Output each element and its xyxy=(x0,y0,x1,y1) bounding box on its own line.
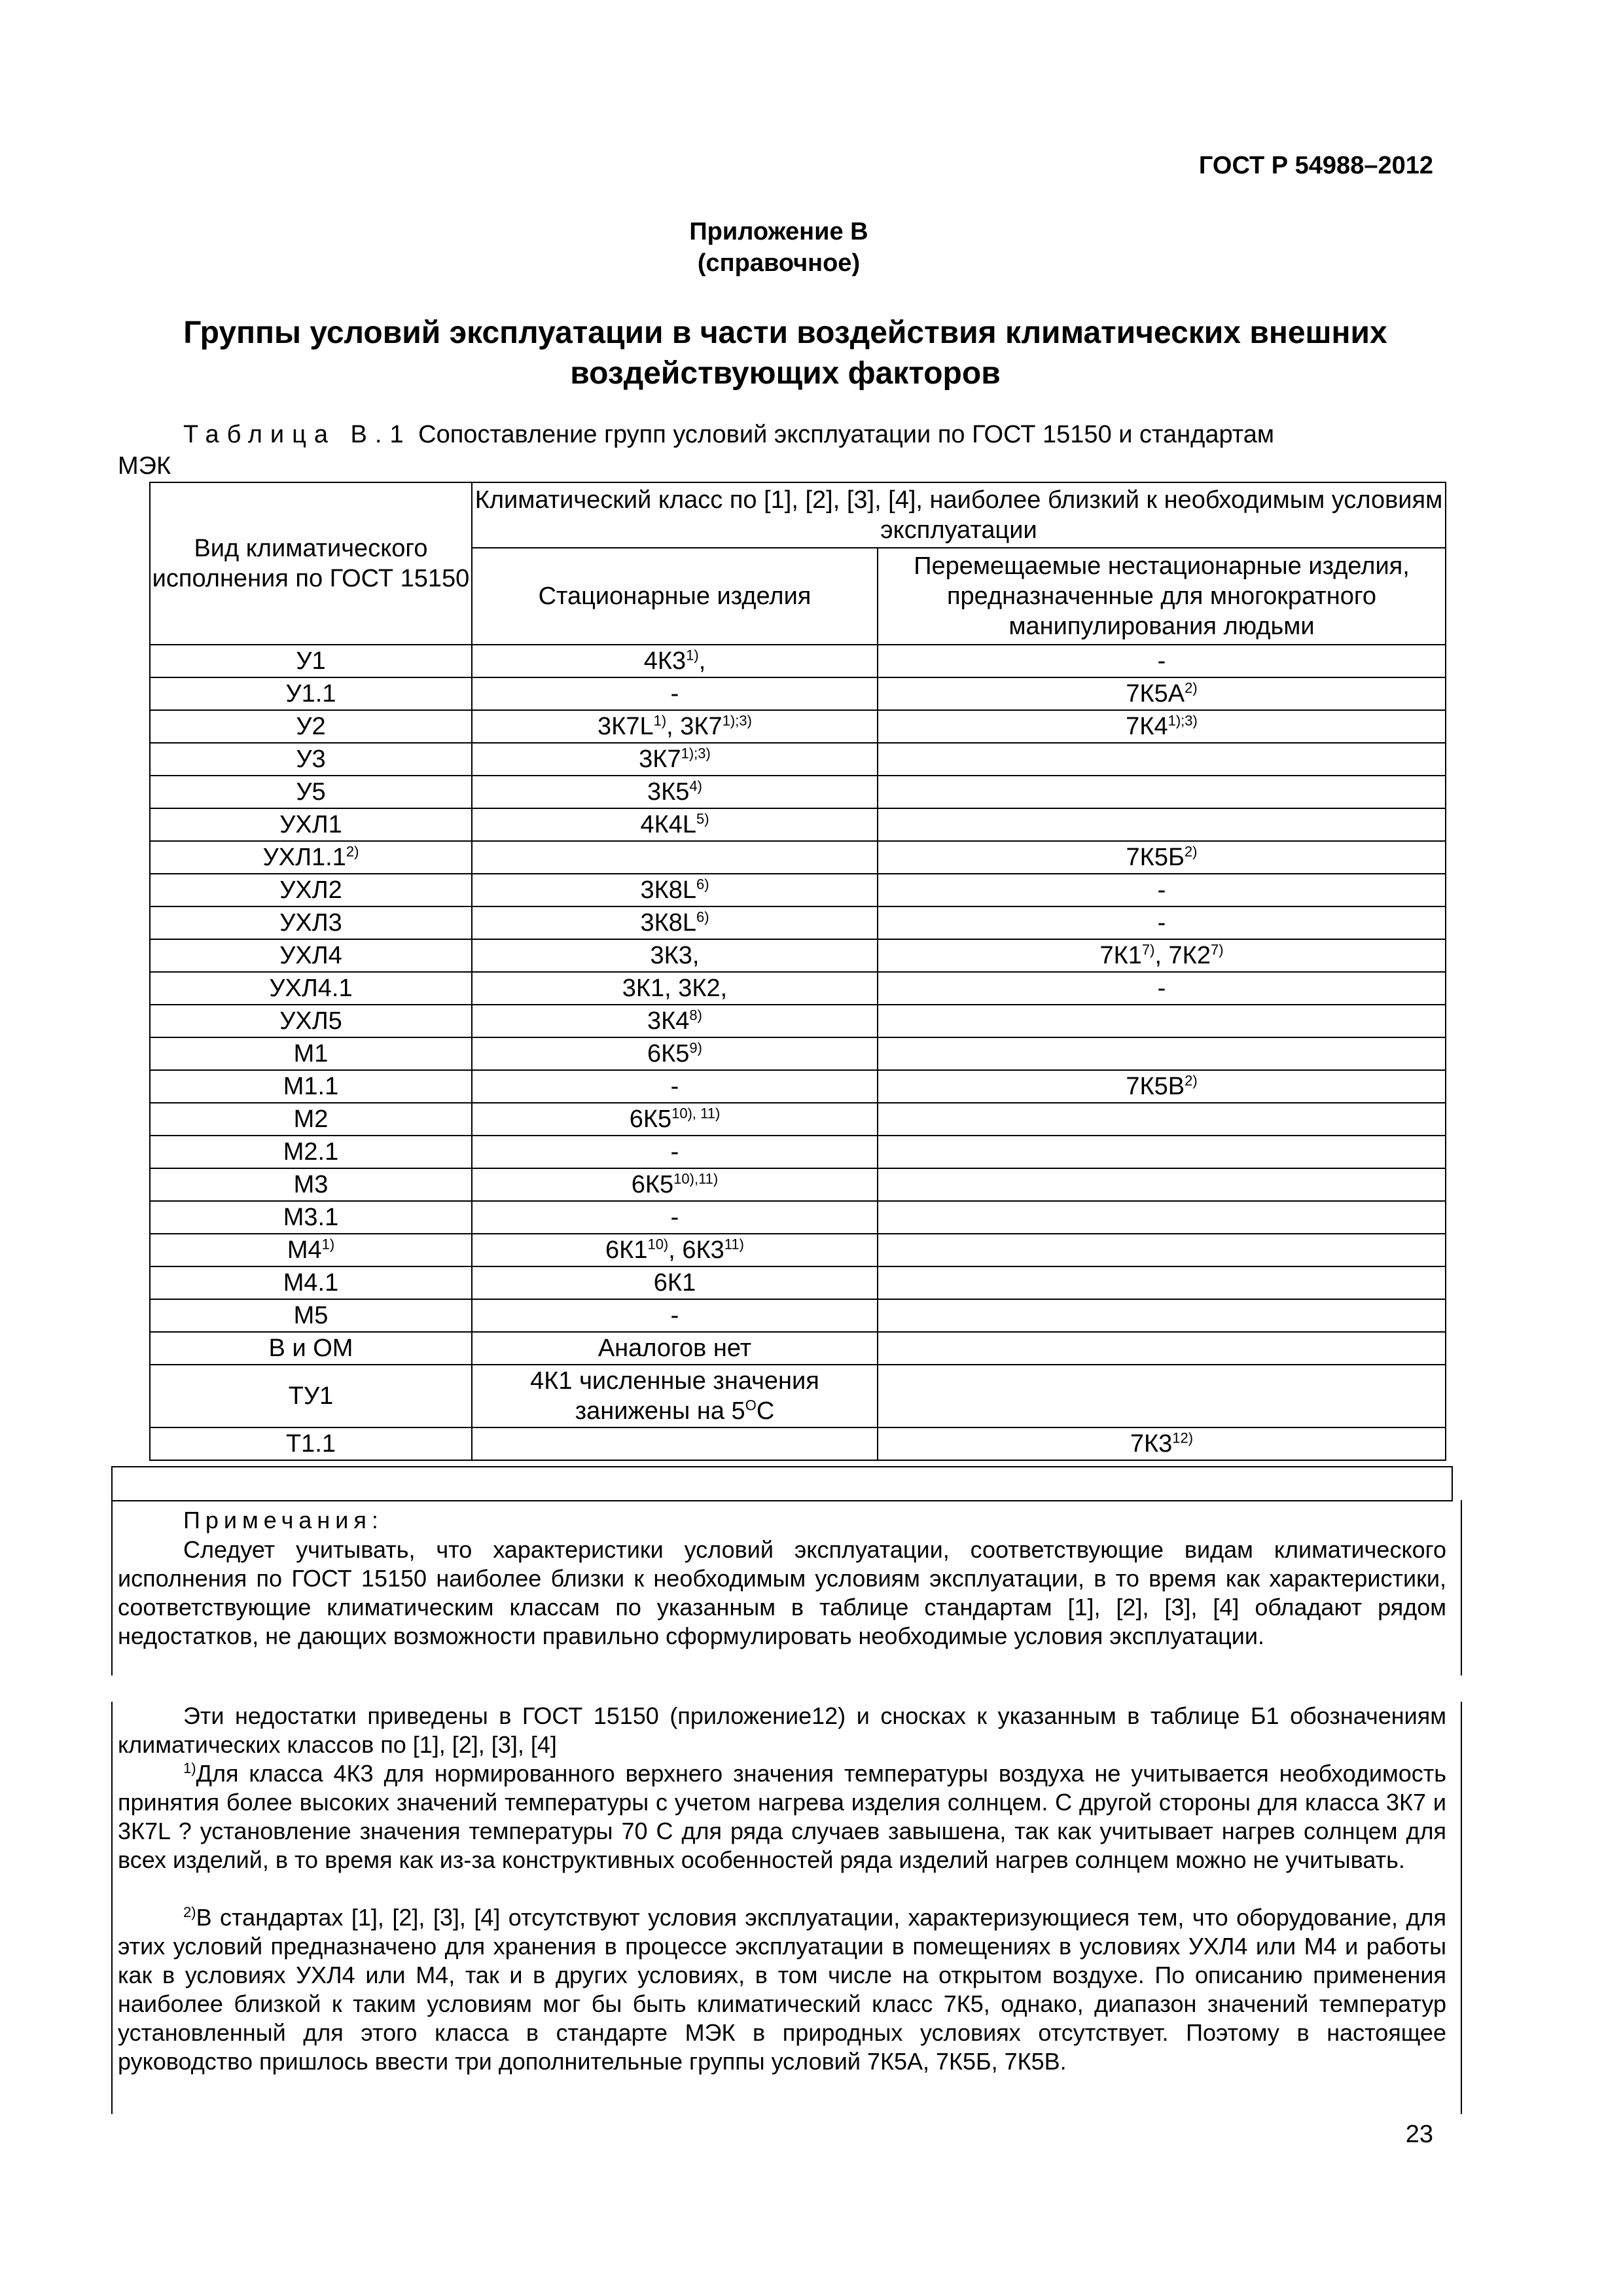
notes-heading: Примечания: xyxy=(183,1507,383,1534)
cell-mobile xyxy=(878,1136,1446,1168)
cell-stationary: $3К7L^{1)}$, $3К7^{1);3)}$ xyxy=(472,710,878,743)
table-caption-label: Таблица В.1 xyxy=(183,421,412,448)
table-row xyxy=(150,1070,1446,1103)
table-row xyxy=(150,1299,1446,1332)
cell-version: М1.1 xyxy=(150,1070,472,1103)
table-row xyxy=(150,1037,1446,1070)
table-row xyxy=(150,1266,1446,1299)
cell-stationary: 3К4$^{8)}$ xyxy=(472,1005,878,1037)
cell-mobile xyxy=(878,1234,1446,1266)
cell-stationary: 6К1 xyxy=(472,1266,878,1299)
cell-version: М3.1 xyxy=(150,1201,472,1234)
cell-mobile xyxy=(878,1332,1446,1365)
cell-version: УХЛ2 xyxy=(150,874,472,906)
table-row xyxy=(150,972,1446,1005)
cell-version: М4$^{1)}$ xyxy=(150,1234,472,1266)
cell-mobile xyxy=(878,1201,1446,1234)
cell-stationary: Аналогов нет xyxy=(472,1332,878,1365)
table-row xyxy=(150,1136,1446,1168)
cell-mobile xyxy=(878,1266,1446,1299)
cell-stationary xyxy=(472,841,878,874)
cell-stationary: - xyxy=(472,677,878,710)
cell-version: УХЛ3 xyxy=(150,906,472,939)
cell-version: У1 xyxy=(150,645,472,677)
table-row xyxy=(150,677,1446,710)
cell-version: М5 xyxy=(150,1299,472,1332)
cell-stationary: 3К1, 3К2, xyxy=(472,972,878,1005)
cell-version: УХЛ1 xyxy=(150,808,472,841)
cell-version: У3 xyxy=(150,743,472,776)
appendix-line-2: (справочное) xyxy=(697,249,861,277)
table-caption xyxy=(118,419,1440,450)
cell-mobile: $7К5А^{2)}$ xyxy=(878,677,1446,710)
cell-mobile: $7К5В^{2)}$ xyxy=(878,1070,1446,1103)
cell-stationary xyxy=(472,1365,878,1427)
cell-mobile xyxy=(878,776,1446,808)
document-code: ГОСТ Р 54988–2012 xyxy=(1198,152,1433,179)
header-climatic-version: Вид климатического исполнения по ГОСТ 15150 xyxy=(150,482,472,645)
table-row xyxy=(150,1005,1446,1037)
cell-version: М2 xyxy=(150,1103,472,1136)
appendix-title xyxy=(0,216,1558,279)
cell-stationary: $3К7^{1);3)}$ xyxy=(472,743,878,776)
cell-version: М3 xyxy=(150,1168,472,1201)
page-title-line-2: воздействующих факторов xyxy=(570,356,1001,391)
table-row xyxy=(150,1103,1446,1136)
table-caption-wrap: МЭК xyxy=(118,452,171,480)
cell-version: УХЛ1.1$^{2)}$ xyxy=(150,841,472,874)
cell-version: Т1.1 xyxy=(150,1427,472,1460)
table-row xyxy=(150,906,1446,939)
cell-version: У2 xyxy=(150,710,472,743)
cell-mobile xyxy=(878,1037,1446,1070)
cell-stationary: 6К1$^{10)}$, 6К3$^{11)}$ xyxy=(472,1234,878,1266)
page-title xyxy=(118,313,1453,394)
cell-mobile xyxy=(878,808,1446,841)
cell-mobile xyxy=(878,1168,1446,1201)
table-row xyxy=(150,645,1446,677)
cell-mobile: - xyxy=(878,874,1446,906)
empty-table-bar xyxy=(111,1466,1453,1501)
cell-version: У1.1 xyxy=(150,677,472,710)
table-row xyxy=(150,776,1446,808)
cell-mobile xyxy=(878,1103,1446,1136)
table-row xyxy=(150,1234,1446,1266)
cell-stationary: $6К5^{10), 11)}$ xyxy=(472,1103,878,1136)
cell-version: В и ОМ xyxy=(150,1332,472,1365)
footnotes-intro: Эти недостатки приведены в ГОСТ 15150 (приложение12) и сносках к указанным в таблице Б1 обозначениям климатических классов по [1], [2], [3], [4] xyxy=(118,1702,1446,1758)
cell-mobile xyxy=(878,1005,1446,1037)
cell-version: УХЛ4.1 xyxy=(150,972,472,1005)
cell-stationary: - xyxy=(472,1070,878,1103)
cell-stationary: - xyxy=(472,1201,878,1234)
cell-version: М1 xyxy=(150,1037,472,1070)
footnote-1: $^{1)}$Для класса 4К3 для нормированного верхнего значения температуры воздуха не учитывается необходимость принятия более высоких значений температуры с учетом нагрева изделия солнцем. С другой стороны для класса 3К7 и 3К7L ? установление значения температуры 70 С для ряда случаев завышена, так как учитывает нагрев солнцем для всех изделий, в то время как из-за конструктивных особенностей ряда изделий нагрев солнцем можно не учитывать. xyxy=(118,1760,1446,1873)
cell-stationary: $3К8L^{6)}$ xyxy=(472,906,878,939)
page-number: 23 xyxy=(1405,2121,1433,2148)
cell-mobile: $7К5Б^{2)}$ xyxy=(878,841,1446,874)
table-caption-text: Сопоставление групп условий эксплуатации по ГОСТ 15150 и стандартам xyxy=(418,421,1274,448)
cell-version: УХЛ4 xyxy=(150,939,472,972)
footnote-2: $^{2)}$В стандартах [1], [2], [3], [4] отсутствуют условия эксплуатации, характеризующиеся тем, что оборудование, для этих условий предназначено для хранения в процессе эксплуатации в помещениях в условиях УХЛ4 или М4 и работы как в условиях УХЛ4 или М4, так и в других условиях, в том числе на открытом воздухе. По описанию применения наиболее близкой к таким условиям мог бы быть климатический класс 7К5, однако, диапазон значений температур установленный для этого класса в стандарте МЭК в природных условиях отсутствует. Поэтому в настоящее руководство пришлось ввести три дополнительные группы условий 7К5А, 7К5Б, 7К5В. xyxy=(118,1904,1446,2075)
cell-mobile: - xyxy=(878,645,1446,677)
table-row xyxy=(150,1201,1446,1234)
cell-stationary: $4К4L^{5)}$ xyxy=(472,808,878,841)
cell-text-line-2: занижены на $5^ОС$ xyxy=(575,1397,775,1425)
climate-table xyxy=(149,482,1445,1461)
cell-mobile: - xyxy=(878,972,1446,1005)
cell-stationary: 3К5$^{4)}$ xyxy=(472,776,878,808)
table-row xyxy=(150,939,1446,972)
header-mobile: Перемещаемые нестационарные изделия, предназначенные для многократного манипулирования людьми xyxy=(878,548,1446,645)
cell-stationary: $6К5^{10),11)}$ xyxy=(472,1168,878,1201)
cell-mobile: - xyxy=(878,906,1446,939)
table-row xyxy=(150,841,1446,874)
notes-text: Следует учитывать, что характеристики условий эксплуатации, соответствующие видам климатического исполнения по ГОСТ 15150 наиболее близки к необходимым условиям эксплуатации, в то время как характеристики, соответствующие климатическим классам по указанным в таблице стандартам [1], [2], [3], [4] обладают рядом недостатков, не дающих возможности правильно сформулировать необходимые условия эксплуатации. xyxy=(118,1536,1446,1649)
appendix-line-1: Приложение В xyxy=(689,218,868,245)
cell-version: ТУ1 xyxy=(150,1365,472,1427)
table-row xyxy=(150,710,1446,743)
table-row xyxy=(150,1168,1446,1201)
cell-stationary: $3К8L^{6)}$ xyxy=(472,874,878,906)
cell-mobile xyxy=(878,1299,1446,1332)
cell-stationary xyxy=(472,1427,878,1460)
cell-version: М2.1 xyxy=(150,1136,472,1168)
cell-version: У5 xyxy=(150,776,472,808)
cell-version: М4.1 xyxy=(150,1266,472,1299)
cell-mobile: 7К1$^{7)}$, 7К2$^{7)}$ xyxy=(878,939,1446,972)
cell-text-line-1: 4К1 численные значения xyxy=(530,1367,819,1395)
table-row xyxy=(150,1365,1446,1427)
cell-mobile xyxy=(878,1365,1446,1427)
cell-stationary: - xyxy=(472,1299,878,1332)
cell-stationary: 4К3$^{1)}$, xyxy=(472,645,878,677)
table-row xyxy=(150,874,1446,906)
table-row xyxy=(150,1427,1446,1460)
cell-mobile xyxy=(878,743,1446,776)
table-row xyxy=(150,743,1446,776)
cell-mobile: $7К4^{1);3)}$ xyxy=(878,710,1446,743)
cell-stationary: 6К5$^{9)}$ xyxy=(472,1037,878,1070)
cell-version: УХЛ5 xyxy=(150,1005,472,1037)
header-stationary: Стационарные изделия xyxy=(472,548,878,645)
header-climatic-class: Климатический класс по [1], [2], [3], [4], наиболее близкий к необходимым условиям эксплуатации xyxy=(472,482,1446,548)
page-title-line-1: Группы условий эксплуатации в части воздействия климатических внешних xyxy=(183,315,1387,350)
table-row xyxy=(150,1332,1446,1365)
cell-stationary: - xyxy=(472,1136,878,1168)
table-row xyxy=(150,808,1446,841)
cell-mobile: 7К3$^{12)}$ xyxy=(878,1427,1446,1460)
cell-stationary: 3К3, xyxy=(472,939,878,972)
